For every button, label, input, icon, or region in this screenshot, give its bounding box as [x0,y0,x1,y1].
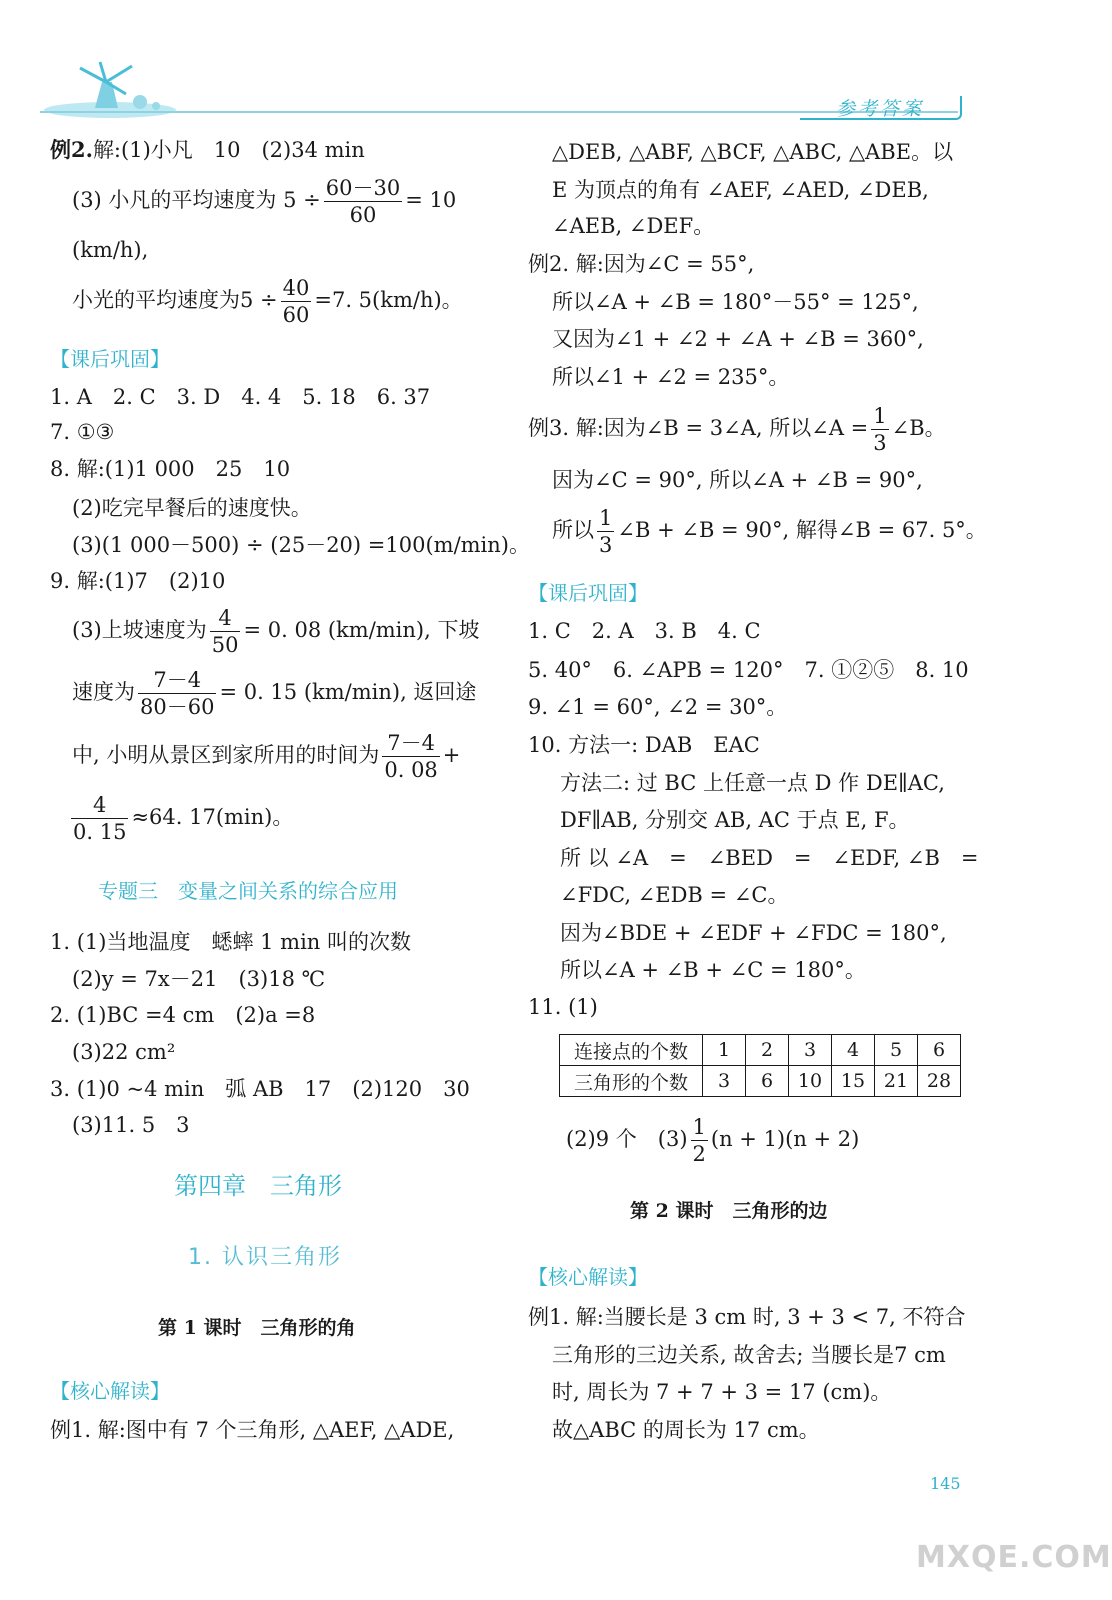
answer-line: 时, 周长为 7 + 7 + 3 = 17 (cm)。 [552,1380,892,1404]
answer-line: 7. ①③ [50,420,115,444]
table-cell: 10 [789,1066,832,1097]
chapter-title: 第四章 三角形 [174,1172,342,1200]
watermark: MXQE.COM [916,1540,1112,1575]
example-2-line-4: 小光的平均速度为5 ÷ $\frac{40}{60}$ =7. 5(km/h)。 [72,276,463,327]
answer-line: 例1. 解:当腰长是 3 cm 时, 3 + 3 < 7, 不符合 [528,1305,966,1329]
example-2-line-1: 例2.解:(1)小凡 10 (2)34 min [50,137,365,162]
answer-line-fraction: $\frac{4}{0. 15}$ ≈64. 17(min)。 [73,793,294,844]
answer-line: 又因为∠1 + ∠2 + ∠A + ∠B = 360°, [552,327,924,351]
example-2-line-2: (3) 小凡的平均速度为 5 ÷ $\frac{60-30}{60}$ = 10 [72,176,457,227]
answer-line: 方法二: 过 BC 上任意一点 D 作 DE∥AC, [560,771,945,795]
answer-line: (3)22 cm² [72,1040,176,1064]
period-title: 第 1 课时 三角形的角 [158,1317,356,1339]
table-cell: 21 [875,1066,918,1097]
answer-line: 所 以 ∠A = ∠BED = ∠EDF, ∠B = [560,846,979,870]
table-cell: 3 [789,1035,832,1066]
answer-line: 故△ABC 的周长为 17 cm。 [552,1418,820,1442]
answer-line: 9. 解:(1)7 (2)10 [50,569,226,593]
answer-line: 所以∠A + ∠B = 180°－55° = 125°, [552,290,919,314]
answer-line-fraction: (2)9 个 (3) $\frac{1}{2}$ (n + 1)(n + 2) [566,1115,860,1166]
fraction: $\frac{1}{3}$ [873,404,887,455]
table-cell: 4 [832,1035,875,1066]
answer-line: 11. (1) [528,995,598,1019]
answer-line: 因为∠C = 90°, 所以∠A + ∠B = 90°, [552,468,923,492]
answer-line: △DEB, △ABF, △BCF, △ABC, △ABE。以 [552,140,954,164]
answer-line: 例2. 解:因为∠C = 55°, [528,252,755,276]
fraction: $\frac{40}{60}$ [282,276,310,327]
table-cell: 连接点的个数 [560,1035,703,1066]
answer-line-fraction: (3)上坡速度为 $\frac{4}{50}$ = 0. 08 (km/min), 下坡 [72,606,480,657]
answer-line-fraction: 速度为 $\frac{7-4}{80-60}$ = 0. 15 (km/min), 返回途 [72,668,477,719]
answer-line: (3)11. 5 3 [72,1113,190,1137]
answer-line: 三角形的三边关系, 故舍去; 当腰长是7 cm [552,1343,946,1367]
header-badge: 参考答案 [836,98,925,120]
page-number: 145 [930,1474,961,1493]
answer-line: ∠AEB, ∠DEF。 [552,214,715,238]
fraction: $\frac{7-4}{0. 08}$ [384,731,438,782]
answer-line: 8. 解:(1)1 000 25 10 [50,457,291,481]
example-2-line-3: (km/h), [72,238,149,262]
table-row [560,1035,961,1066]
points-triangles-table [559,1034,961,1097]
table-cell: 5 [875,1035,918,1066]
section-heading-core: 【核心解读】 [50,1379,170,1403]
section-heading-core: 【核心解读】 [528,1265,648,1289]
topic-title: 专题三 变量之间关系的综合应用 [98,879,398,903]
answer-line-fraction: 所以 $\frac{1}{3}$ ∠B + ∠B = 90°, 解得∠B = 67. 5°。 [552,506,987,557]
answer-line: DF∥AB, 分别交 AB, AC 于点 E, F。 [560,808,910,832]
fraction: $\frac{60-30}{60}$ [325,176,401,227]
lesson-title: 1. 认识三角形 [188,1245,342,1270]
answer-line: 3. (1)0 ~4 min 弧 AB 17 (2)120 30 [50,1077,470,1101]
answer-line: 10. 方法一: DAB EAC [528,733,760,757]
example-1-line: 例1. 解:图中有 7 个三角形, △AEF, △ADE, [50,1418,455,1442]
fraction: $\frac{7-4}{80-60}$ [140,668,215,719]
fraction: $\frac{4}{50}$ [211,606,239,657]
fraction: $\frac{1}{2}$ [692,1115,706,1166]
table-cell: 28 [918,1066,961,1097]
table-cell: 6 [746,1066,789,1097]
table-cell: 三角形的个数 [560,1066,703,1097]
answer-line: 1. A 2. C 3. D 4. 4 5. 18 6. 37 [50,385,431,409]
table-cell: 3 [703,1066,746,1097]
answer-line: (3)(1 000－500) ÷ (25－20) =100(m/min)。 [72,533,530,557]
answer-line: 1. (1)当地温度 蟋蟀 1 min 叫的次数 [50,930,411,954]
section-heading-consolidation: 【课后巩固】 [528,581,648,605]
answer-line: 1. C 2. A 3. B 4. C [528,619,761,643]
table-cell: 1 [703,1035,746,1066]
section-heading-consolidation: 【课后巩固】 [50,347,170,371]
answer-line-fraction: 例3. 解:因为∠B = 3∠A, 所以∠A = $\frac{1}{3}$ ∠B。 [528,404,946,455]
answer-line-fraction: 中, 小明从景区到家所用的时间为 $\frac{7-4}{0. 08}$ + [72,731,461,782]
answer-line: 2. (1)BC =4 cm (2)a =8 [50,1003,316,1027]
fraction: $\frac{4}{0. 15}$ [73,793,127,844]
answer-line: 因为∠BDE + ∠EDF + ∠FDC = 180°, [560,921,947,945]
answer-line: 所以∠A + ∠B + ∠C = 180°。 [560,958,866,982]
fraction: $\frac{1}{3}$ [599,506,613,557]
answer-line: (2)吃完早餐后的速度快。 [72,496,312,520]
table-cell: 2 [746,1035,789,1066]
answer-line: 所以∠1 + ∠2 = 235°。 [552,365,790,389]
answer-line: E 为顶点的角有 ∠AEF, ∠AED, ∠DEB, [552,178,929,202]
table-cell: 6 [918,1035,961,1066]
table-row [560,1066,961,1097]
answer-line: 9. ∠1 = 60°, ∠2 = 30°。 [528,695,788,719]
answer-line: (2)y = 7x－21 (3)18 ℃ [72,967,326,991]
period-title: 第 2 课时 三角形的边 [630,1200,828,1222]
table-cell: 15 [832,1066,875,1097]
answer-line: 5. 40° 6. ∠APB = 120° 7. ①②⑤ 8. 10 [528,658,969,682]
answer-line: ∠FDC, ∠EDB = ∠C。 [560,883,789,907]
